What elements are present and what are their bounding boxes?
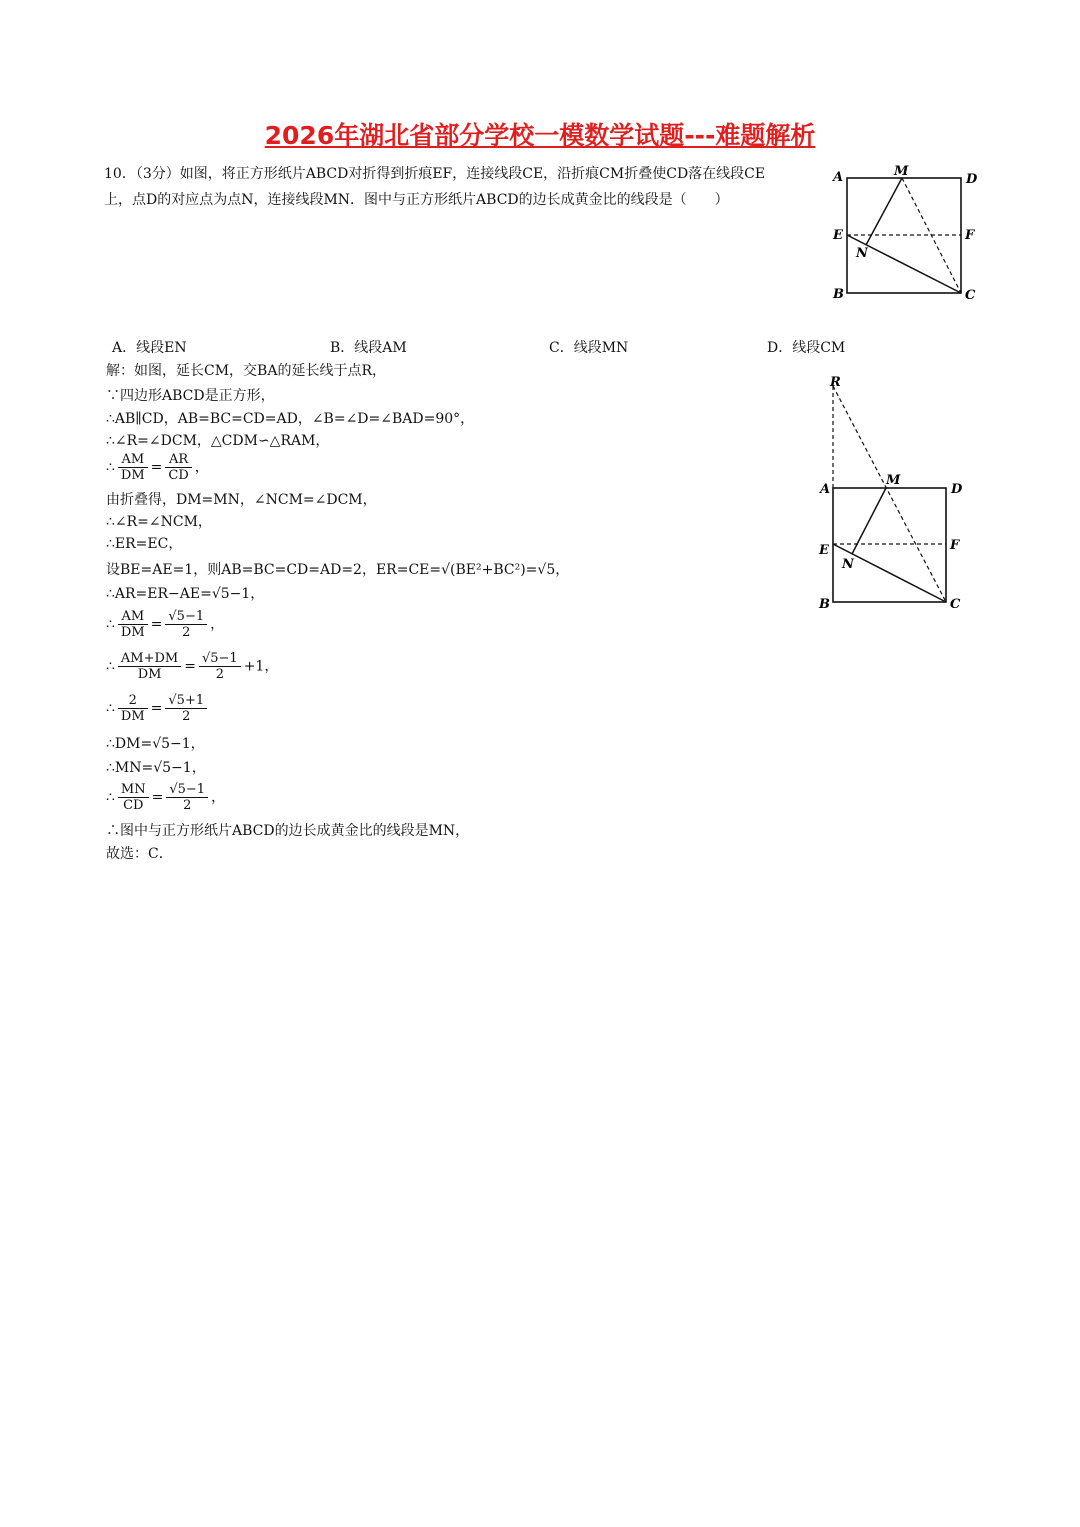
option-c: C．线段MN: [549, 340, 629, 356]
numerator: √5−1: [199, 651, 241, 667]
page-title: 2026年湖北省部分学校一模数学试题---难题解析: [264, 121, 816, 150]
numerator: AM: [118, 609, 148, 625]
numerator: MN: [118, 782, 149, 798]
numerator: √5−1: [165, 609, 207, 625]
denominator: DM: [120, 709, 145, 724]
figure-1-square-diagram: [826, 160, 986, 310]
therefore-symbol: ∴: [106, 789, 115, 806]
label-m: M: [894, 164, 909, 179]
fraction: [165, 693, 207, 724]
solution-fraction-4: [106, 693, 210, 724]
numerator: 2: [118, 693, 148, 709]
square-abcd-2: [833, 488, 946, 602]
label-n-2: N: [842, 557, 854, 572]
solution-line-7: ∴∠R=∠NCM，: [106, 514, 212, 530]
solution-fraction-1: [106, 452, 209, 483]
question-line-1: 10．（3分）如图，将正方形纸片ABCD对折得到折痕EF，连接线段CE，沿折痕CM折叠使CD落在线段CE: [104, 166, 766, 182]
label-b: B: [833, 287, 844, 302]
suffix: ，: [211, 789, 226, 806]
label-a-2: A: [820, 482, 831, 497]
label-e-2: E: [819, 543, 829, 558]
denominator: DM: [137, 667, 162, 682]
therefore-symbol: ∴: [106, 658, 115, 675]
therefore-symbol: ∴: [106, 616, 115, 633]
question-line-2: 上，点D的对应点为点N，连接线段MN．图中与正方形纸片ABCD的边长成黄金比的线段是（ ）: [104, 192, 729, 208]
denominator: DM: [120, 625, 145, 640]
fraction: [199, 651, 241, 682]
segment-ec: [847, 235, 961, 293]
label-r: R: [830, 375, 841, 390]
solution-line-1: 解：如图，延长CM，交BA的延长线于点R，: [106, 363, 386, 379]
option-b: B．线段AM: [330, 340, 407, 356]
segment-ec-2: [833, 544, 946, 602]
solution-line-9: 设BE=AE=1，则AB=BC=CD=AD=2，ER=CE=√(BE²+BC²)=√5，: [106, 562, 570, 578]
label-d-2: D: [951, 482, 963, 497]
label-b-2: B: [819, 597, 830, 612]
solution-line-8: ∴ER=EC，: [106, 536, 183, 552]
equals-sign: =: [150, 616, 163, 633]
label-e: E: [833, 228, 843, 243]
equals-sign: =: [150, 700, 163, 717]
fraction: [165, 609, 207, 640]
solution-line-15: ∴MN=√5−1，: [106, 760, 206, 776]
fraction: [118, 693, 148, 724]
equals-sign: =: [151, 789, 164, 806]
figure-2-extended-diagram: [812, 370, 992, 620]
fraction: [165, 452, 191, 483]
numerator: AM: [118, 452, 148, 468]
fraction: [118, 782, 149, 813]
solution-fraction-2: [106, 609, 224, 640]
label-n: N: [856, 246, 868, 261]
numerator: √5+1: [165, 693, 207, 709]
solution-line-3: ∴AB∥CD，AB=BC=CD=AD，∠B=∠D=∠BAD=90°，: [106, 411, 475, 427]
suffix: ，: [194, 459, 209, 476]
label-d: D: [966, 172, 978, 187]
solution-line-17: ∴图中与正方形纸片ABCD的边长成黄金比的线段是MN，: [106, 823, 470, 839]
solution-fraction-5: [106, 782, 225, 813]
fraction: [118, 609, 148, 640]
option-d: D．线段CM: [767, 340, 846, 356]
fraction: [118, 452, 148, 483]
denominator: 2: [183, 798, 192, 813]
denominator: DM: [120, 468, 145, 483]
numerator: AR: [165, 452, 191, 468]
label-c: C: [965, 288, 976, 303]
numerator: √5−1: [166, 782, 208, 798]
suffix: +1，: [243, 658, 279, 675]
solution-line-6: 由折叠得，DM=MN，∠NCM=∠DCM，: [106, 492, 377, 508]
label-f: F: [965, 228, 975, 243]
fraction: [118, 651, 181, 682]
denominator: 2: [182, 709, 191, 724]
option-a: A．线段EN: [112, 340, 187, 356]
therefore-symbol: ∴: [106, 459, 115, 476]
fraction: [166, 782, 208, 813]
denominator: 2: [182, 625, 191, 640]
suffix: ，: [210, 616, 225, 633]
label-m-2: M: [886, 473, 901, 488]
solution-line-4: ∴∠R=∠DCM，△CDM∽△RAM，: [106, 433, 330, 449]
label-f-2: F: [950, 538, 960, 553]
numerator: AM+DM: [118, 651, 181, 667]
solution-line-10: ∴AR=ER−AE=√5−1，: [106, 586, 265, 602]
label-c-2: C: [950, 597, 961, 612]
denominator: CD: [123, 798, 144, 813]
solution-fraction-3: [106, 651, 278, 682]
equals-sign: =: [184, 658, 196, 675]
solution-line-14: ∴DM=√5−1，: [106, 736, 205, 752]
label-a: A: [833, 170, 844, 185]
solution-line-2: ∵四边形ABCD是正方形，: [106, 388, 275, 404]
denominator: 2: [215, 667, 224, 682]
equals-sign: =: [150, 459, 163, 476]
denominator: CD: [168, 468, 189, 483]
solution-line-18: 故选：C．: [106, 846, 173, 862]
therefore-symbol: ∴: [106, 700, 115, 717]
